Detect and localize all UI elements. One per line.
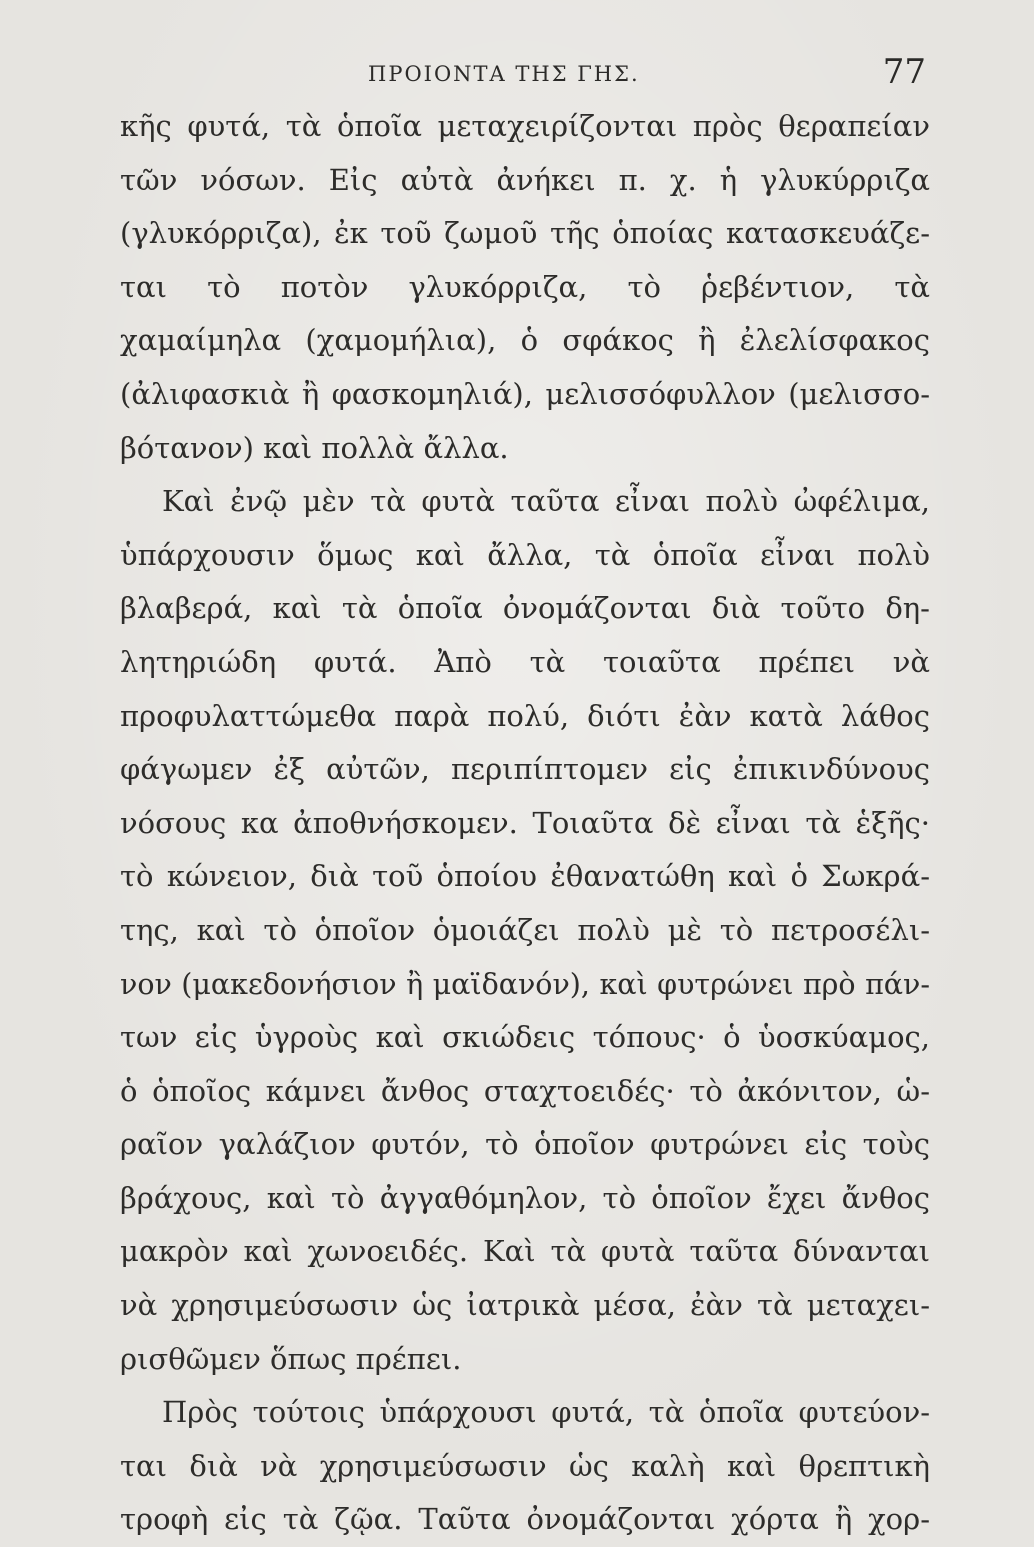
text-line: μακρὸν καὶ χωνοειδές. Καὶ τὰ φυτὰ ταῦτα δύνανται xyxy=(120,1234,930,1269)
text-line: κῆς φυτά, τὰ ὁποῖα μεταχειρίζονται πρὸς θεραπείαν xyxy=(120,109,930,143)
text-line: φάγωμεν ἐξ αὐτῶν, περιπίπτομεν εἰς ἐπικινδύνους xyxy=(120,752,930,787)
page-number: 77 xyxy=(882,52,926,92)
text-line: τροφὴ εἰς τὰ ζῷα. Ταῦτα ὀνομάζονται χόρτα ἢ χορ- xyxy=(120,1502,930,1537)
text-line: βότανον) καὶ πολλὰ ἄλλα. xyxy=(120,430,509,465)
text-line: χαμαίμηλα (χαμομήλια), ὁ σφάκος ἢ ἐλελίσφακος xyxy=(120,323,930,358)
text-line: (ἀλιφασκιὰ ἢ φασκομηλιά), μελισσόφυλλον (μελισσο- xyxy=(120,376,930,411)
text-line: ται τὸ ποτὸν γλυκόρριζα, τὸ ῥεβέντιον, τὰ xyxy=(120,269,930,304)
text-line: τὸ κώνειον, διὰ τοῦ ὁποίου ἐθανατώθη καὶ ὁ Σωκρά- xyxy=(120,859,930,894)
text-line: προφυλαττώμεθα παρὰ πολύ, διότι ἐὰν κατὰ λάθος xyxy=(120,698,930,733)
text-line: βλαβερά, καὶ τὰ ὁποῖα ὀνομάζονται διὰ τοῦτο δη- xyxy=(120,591,930,626)
paragraph-start-line: Καὶ ἐνῷ μὲν τὰ φυτὰ ταῦτα εἶναι πολὺ ὠφέλιμα, xyxy=(162,484,930,519)
text-line: βράχους, καὶ τὸ ἀγγαθόμηλον, τὸ ὁποῖον ἔχει ἄνθος xyxy=(120,1180,930,1215)
running-title: ΠΡΟΙΟΝΤΑ ΤΗΣ ΓΗΣ. xyxy=(368,62,640,86)
text-line: ρισθῶμεν ὅπως πρέπει. xyxy=(120,1341,462,1376)
text-line: νὰ χρησιμεύσωσιν ὡς ἰατρικὰ μέσα, ἐὰν τὰ μεταχει- xyxy=(120,1288,930,1323)
text-line: ται διὰ νὰ χρησιμεύσωσιν ὡς καλὴ καὶ θρεπτικὴ xyxy=(120,1448,930,1483)
text-line: τῶν νόσων. Εἰς αὐτὰ ἀνήκει π. χ. ἡ γλυκύρριζα xyxy=(120,162,930,197)
paragraph-start-line: Πρὸς τούτοις ὑπάρχουσι φυτά, τὰ ὁποῖα φυτεύον- xyxy=(162,1395,930,1430)
running-header xyxy=(0,52,1034,102)
text-line: λητηριώδη φυτά. Ἀπὸ τὰ τοιαῦτα πρέπει νὰ xyxy=(120,644,930,679)
text-line: της, καὶ τὸ ὁποῖον ὁμοιάζει πολὺ μὲ τὸ πετροσέλι- xyxy=(120,912,930,947)
text-line: ὁ ὁποῖος κάμνει ἄνθος σταχτοειδές· τὸ ἀκόνιτον, ὡ- xyxy=(120,1073,930,1108)
text-line: των εἰς ὑγροὺς καὶ σκιώδεις τόπους· ὁ ὑοσκύαμος, xyxy=(120,1020,930,1055)
text-line: ραῖον γαλάζιον φυτόν, τὸ ὁποῖον φυτρώνει εἰς τοὺς xyxy=(120,1127,930,1162)
text-line: νον (μακεδονήσιον ἢ μαϊδανόν), καὶ φυτρώνει πρὸ πάν- xyxy=(120,967,930,1001)
text-line: (γλυκόρριζα), ἐκ τοῦ ζωμοῦ τῆς ὁποίας κατασκευάζε- xyxy=(120,216,930,251)
text-line: νόσους κα ἀποθνήσκομεν. Τοιαῦτα δὲ εἶναι τὰ ἑξῆς· xyxy=(120,805,930,840)
body-text xyxy=(120,100,930,1547)
text-line: ὑπάρχουσιν ὅμως καὶ ἄλλα, τὰ ὁποῖα εἶναι πολὺ xyxy=(120,537,930,572)
